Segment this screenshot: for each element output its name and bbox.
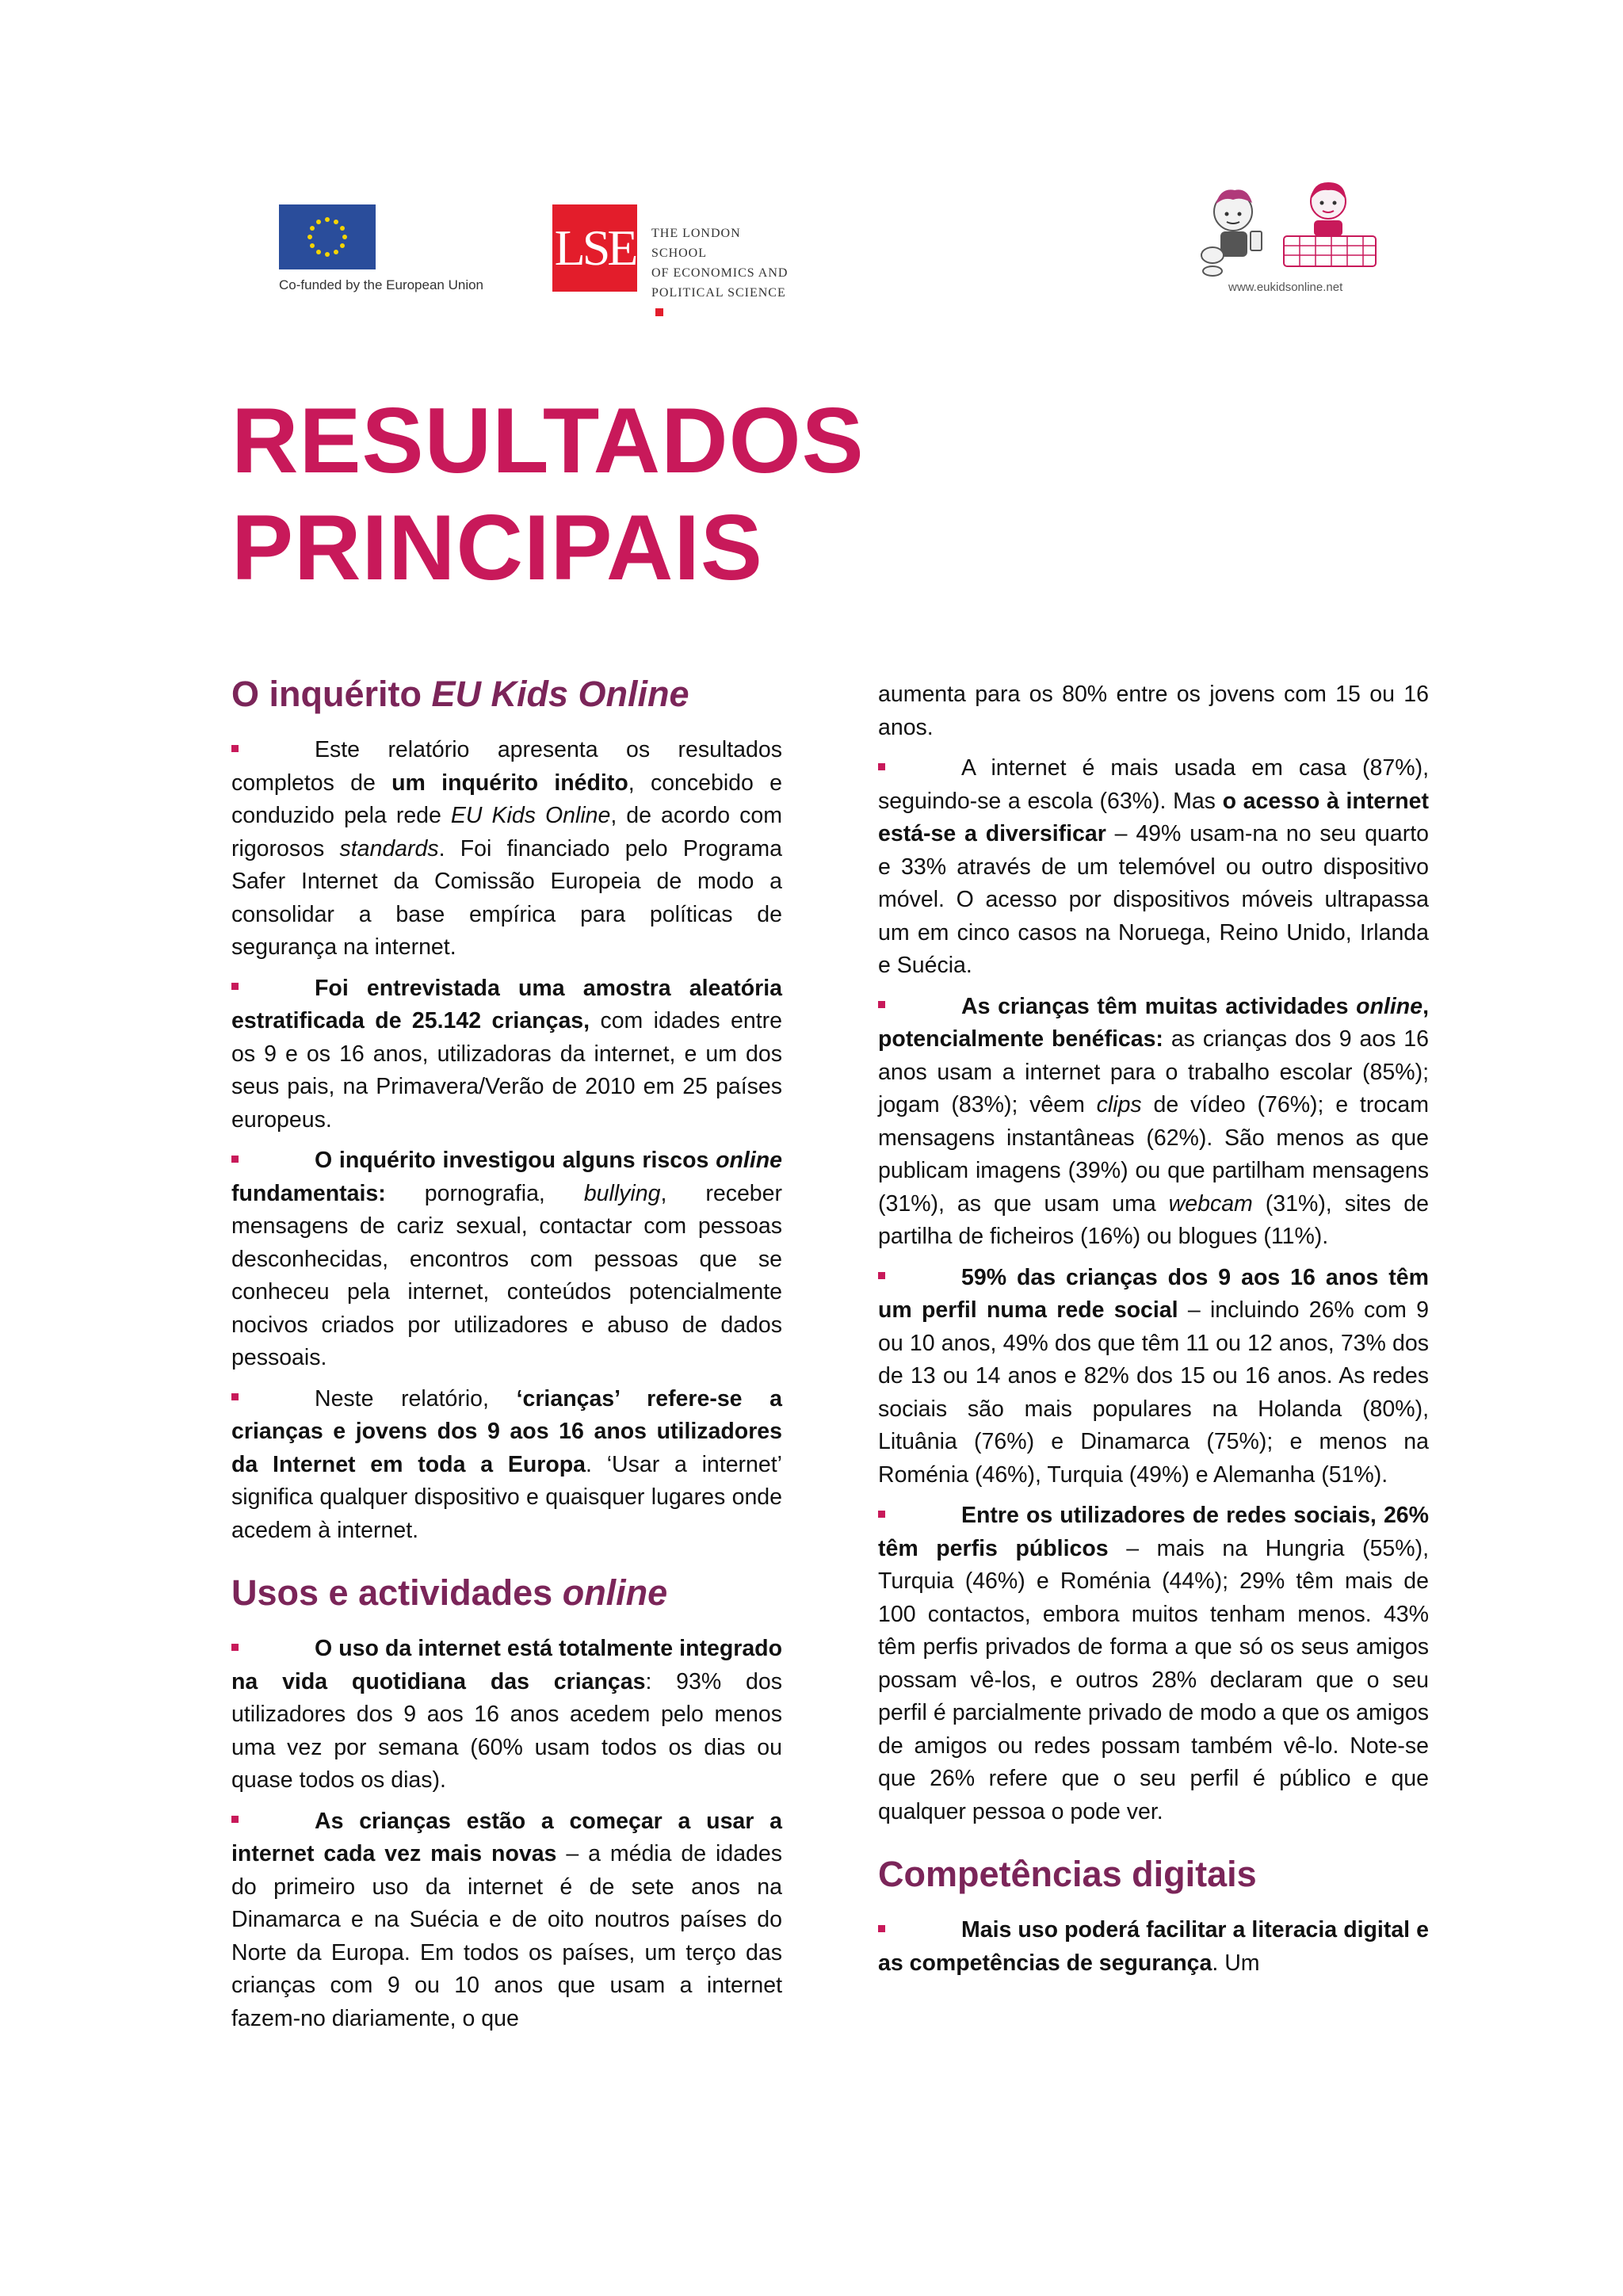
bullet-icon xyxy=(231,983,239,990)
paragraph: Neste relatório, ‘crianças’ refere-se a crianças e jovens dos 9 aos 16 anos utilizadores da Internet em toda a Europa. ‘Usar a internet’ significa qualquer dispositivo e quaisquer lugares onde acedem à internet. xyxy=(231,1385,782,1543)
eukids-url: www.eukidsonline.net xyxy=(1228,281,1343,294)
bullet-icon xyxy=(878,1511,885,1518)
paragraph: Entre os utilizadores de redes sociais, 26% têm perfis públicos – mais na Hungria (55%), Turquia (46%) e Roménia (44%); 29% têm mais de 100 contactos, embora muitos tenham menos. 43% têm perfis privados de forma a que só os seus amigos possam vê-los, e outros 28% declaram que o seu perfil é parcialmente privado de modo a que os amigos de amigos ou redes possam também vê-lo. Note-se que 26% refere que o seu perfil é público e que qualquer pessoa o pode ver. xyxy=(878,1503,1429,1824)
lse-name: THE LONDON SCHOOL OF ECONOMICS AND POLITICAL SCIENCE xyxy=(651,223,790,323)
column-left xyxy=(231,672,782,2043)
paragraph: 59% das crianças dos 9 aos 16 anos têm um perfil numa rede social – incluindo 26% com 9 ou 10 anos, 49% dos que têm 11 ou 12 anos, 73% dos de 13 ou 14 anos e 82% dos 15 ou 16 anos. As redes sociais são mais populares na Holanda (80%), Lituânia (76%) e Dinamarca (75%); e menos na Roménia (46%), Turquia (49%) e Alemanha (51%). xyxy=(878,1264,1430,1488)
kids-illustration-icon xyxy=(1189,176,1395,279)
eukidsonline-logo xyxy=(1189,176,1395,303)
eu-flag-icon xyxy=(279,204,376,269)
bullet-icon xyxy=(231,745,239,752)
paragraph: As crianças têm muitas actividades online, potencialmente benéficas: as crianças dos 9 aos 16 anos usam a internet para o trabalho escolar (85%); jogam (83%); vêem clips de vídeo (76%); e trocam mensagens instantâneas (62%). São menos as que publicam imagens (39%) ou que partilham mensagens (31%), as que usam uma webcam (31%), sites de partilha de ficheiros (16%) ou blogues (11%). xyxy=(878,993,1430,1249)
bullet-icon xyxy=(231,1644,239,1651)
eu-logo xyxy=(279,204,517,293)
page-title: RESULTADOS PRINCIPAIS xyxy=(231,388,865,599)
paragraph: Mais uso poderá facilitar a literacia digital e as competências de segurança. Um xyxy=(878,1917,1429,1976)
lse-logo xyxy=(552,204,790,300)
paragraph: As crianças estão a começar a usar a internet cada vez mais novas – a média de idades do primeiro uso da internet é de sete anos na Dinamarca e na Suécia e de oito noutros países do Norte da Europa. Em todos os países, um terço das crianças com 9 ou 10 anos que usam a internet fazem-no diariamente, o que xyxy=(231,1808,783,2031)
paragraph-continued: aumenta para os 80% entre os jovens com 15 ou 16 anos. xyxy=(878,682,1429,740)
paragraph: Este relatório apresenta os resultados completos de um inquérito inédito, concebido e conduzido pela rede EU Kids Online, de acordo com rigorosos standards. Foi financiado pelo Programa Safer Internet da Comissão Europeia de modo a consolidar a base empírica para políticas de segurança na internet. xyxy=(231,737,782,960)
bullet-icon xyxy=(878,1925,885,1932)
heading-competencias: Competências digitais xyxy=(878,1854,1257,1894)
bullet-icon xyxy=(231,1816,239,1823)
bullet-icon xyxy=(231,1393,239,1400)
bullet-icon xyxy=(878,1001,885,1008)
lse-mark: LSE xyxy=(552,204,637,292)
heading-usos: Usos e actividades online xyxy=(231,1572,668,1613)
bullet-icon xyxy=(231,1156,239,1163)
paragraph: O inquérito investigou alguns riscos online fundamentais: pornografia, bullying, receber mensagens de cariz sexual, contactar com pessoas desconhecidas, encontros com pessoas que se conheceu pela internet, conteúdos potencialmente nocivos criados por utilizadores e abuso de dados pessoais. xyxy=(231,1148,782,1370)
heading-inquerito: O inquérito EU Kids Online xyxy=(231,674,689,714)
bullet-icon xyxy=(878,1272,885,1279)
bullet-icon xyxy=(878,763,885,770)
paragraph: A internet é mais usada em casa (87%), seguindo-se a escola (63%). Mas o acesso à internet está-se a diversificar – 49% usam-na no seu quarto e 33% através de um telemóvel ou outro dispositivo móvel. O acesso por dispositivos móveis ultrapassa um em cinco casos na Noruega, Reino Unido, Irlanda e Suécia. xyxy=(878,755,1429,978)
paragraph: O uso da internet está totalmente integrado na vida quotidiana das crianças: 93% dos utilizadores dos 9 aos 16 anos acedem pelo menos uma vez por semana (60% usam todos os dias ou quase todos os dias). xyxy=(231,1636,782,1793)
column-right xyxy=(878,678,1429,1988)
eu-caption: Co-funded by the European Union xyxy=(279,277,484,292)
paragraph: Foi entrevistada uma amostra aleatória estratificada de 25.142 crianças, com idades entre os 9 e os 16 anos, utilizadoras da internet, e um dos seus pais, na Primavera/Verão de 2010 em 25 países europeus. xyxy=(231,975,782,1133)
